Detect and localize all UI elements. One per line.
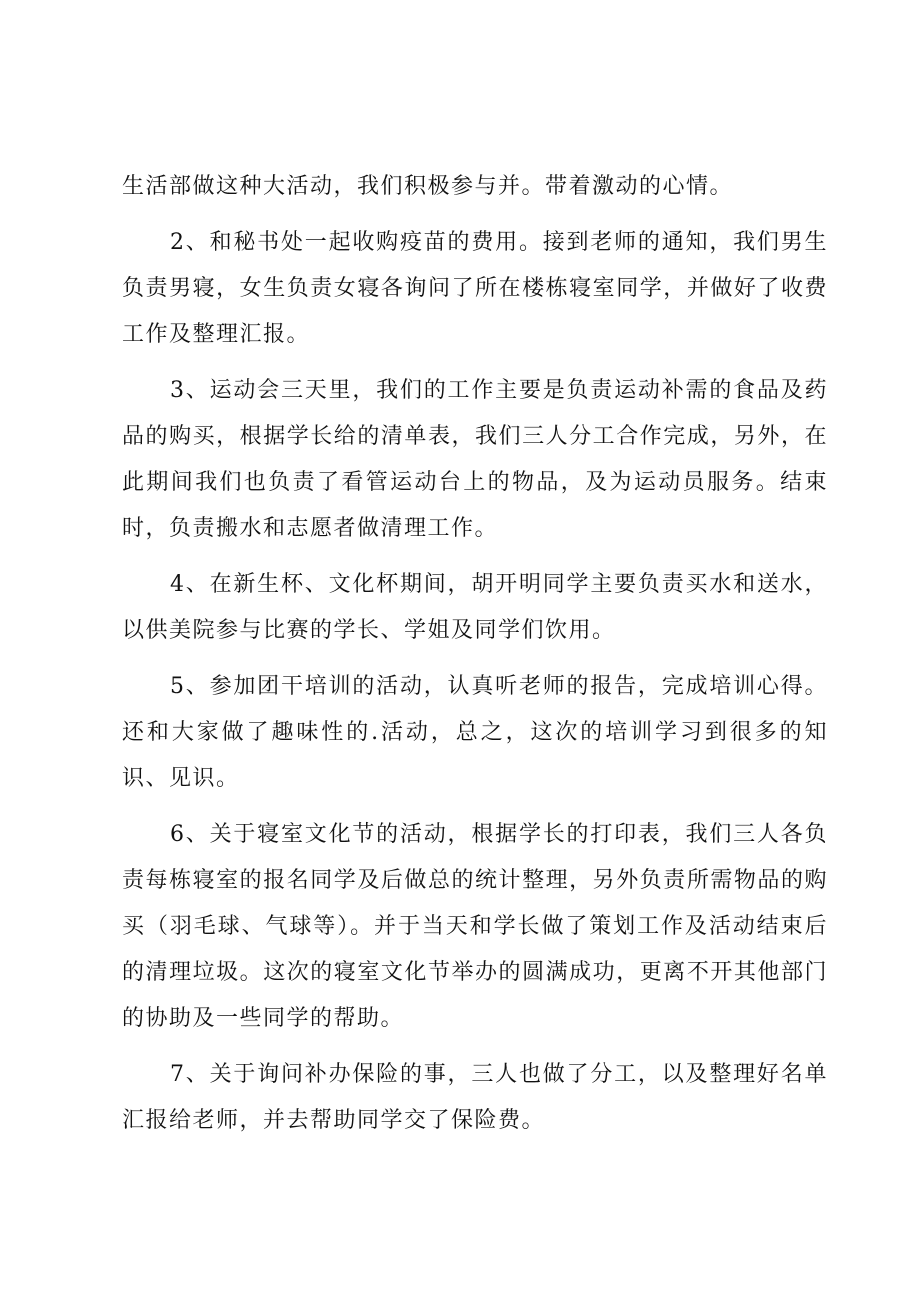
- paragraph-item-6: 6、关于寝室文化节的活动，根据学长的打印表，我们三人各负责每栋寝室的报名同学及后做总的统计整理，另外负责所需物品的购买（羽毛球、气球等）。并于当天和学长做了策划工作及活动结束后的清理垃圾。这次的寝室文化节举办的圆满成功，更离不开其他部门的协助及一些同学的帮助。: [122, 822, 828, 1031]
- paragraph-item-4: 4、在新生杯、文化杯期间，胡开明同学主要负责买水和送水，以供美院参与比赛的学长、学姐及同学们饮用。: [122, 572, 828, 643]
- paragraph-item-2: 2、和秘书处一起收购疫苗的费用。接到老师的通知，我们男生负责男寝，女生负责女寝各询问了所在楼栋寝室同学，并做好了收费工作及整理汇报。: [122, 230, 828, 347]
- paragraph-item-5: 5、参加团干培训的活动，认真听老师的报告，完成培训心得。还和大家做了趣味性的.活动，总之，这次的培训学习到很多的知识、见识。: [122, 674, 828, 791]
- document-body: [122, 164, 828, 1154]
- paragraph-continuation: 生活部做这种大活动，我们积极参与并。带着激动的心情。: [122, 174, 734, 199]
- paragraph-item-3: 3、运动会三天里，我们的工作主要是负责运动补需的食品及药品的购买，根据学长给的清单表，我们三人分工合作完成，另外，在此期间我们也负责了看管运动台上的物品，及为运动员服务。结束时，负责搬水和志愿者做清理工作。: [122, 378, 828, 541]
- paragraph-item-7: 7、关于询问补办保险的事，三人也做了分工，以及整理好名单汇报给老师，并去帮助同学交了保险费。: [122, 1062, 828, 1133]
